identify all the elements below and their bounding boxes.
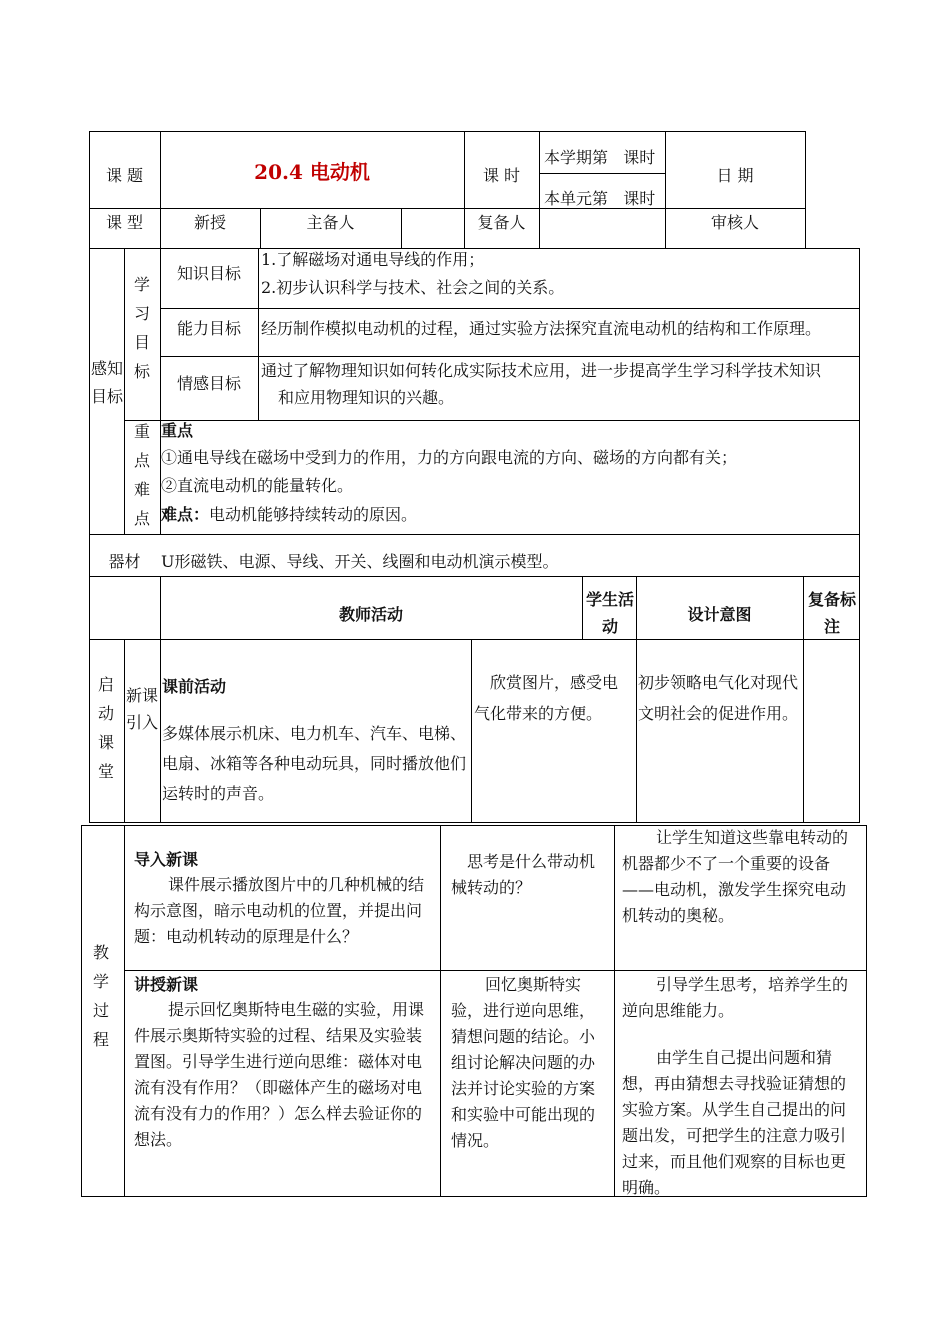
rule (89, 131, 806, 132)
process-row1-heading: 导入新课 (134, 850, 199, 869)
intro-sub-label: 新课引入 (126, 686, 159, 732)
rule (89, 131, 90, 823)
rule (124, 248, 125, 534)
rule (124, 825, 125, 1197)
rule (401, 208, 402, 248)
difficulty-heading: 难点： (161, 505, 210, 524)
rule (440, 825, 441, 1197)
main-preparer-label: 主备人 (306, 213, 355, 232)
process-row2-design-1: 引导学生思考，培养学生的逆向思维能力。 (622, 975, 849, 1020)
rule (124, 420, 860, 421)
process-row2-design-2: 由学生自己提出问题和猜想，再由猜想去寻找验证猜想的实验方案。从学生自己提出的问题出发，可把学生的注意力吸引过来，而且他们观察的目标也更明确。 (622, 1048, 847, 1197)
notes-header: 复备标注 (807, 590, 856, 636)
key-line-2: ②直流电动机的能量转化。 (161, 476, 354, 495)
intro-stage-label: 启动课堂 (97, 675, 114, 781)
rule (539, 131, 540, 248)
difficulty-line (161, 505, 417, 525)
co-preparer-label: 复备人 (477, 213, 526, 232)
rule (89, 822, 860, 823)
emotion-line-1: 通过了解物理知识如何转化成实际技术应用，进一步提高学生学习科学技术知识 (261, 361, 822, 380)
keshi-label: 课 时 (482, 166, 521, 185)
key-heading: 重点 (161, 421, 194, 440)
rule (805, 131, 806, 248)
knowledge-label: 知识目标 (176, 264, 241, 283)
rule (258, 248, 259, 420)
emotion-label: 情感目标 (176, 374, 241, 393)
keti-label: 课 题 (105, 166, 144, 185)
rule (89, 534, 860, 535)
emotion-line-2: 和应用物理知识的兴趣。 (278, 388, 455, 407)
lesson-title: 20.4 电动机 (254, 160, 370, 184)
process-row1-teacher: 课件展示播放图片中的几种机械的结构示意图，暗示电动机的位置，并提出问题：电动机转动的原理是什么？ (134, 875, 425, 946)
learning-goals-label: 学习目标 (133, 275, 150, 381)
process-row2-teacher: 提示回忆奥斯特电生磁的实验，用课件展示奥斯特实验的过程、结果及实验装置图。引导学生进行逆向思维：磁体对电流有没有作用？（即磁体产生的磁场对电流有没有力的作用？）怎么样去验证你的想法。 (134, 1000, 425, 1149)
intro-design-text: 初步领略电气化对现代文明社会的促进作用。 (638, 673, 799, 723)
teacher-activity-header: 教师活动 (338, 605, 403, 624)
rule (160, 639, 161, 823)
rule (614, 825, 615, 1197)
kexing-label: 课 型 (105, 213, 144, 232)
reviewer-label: 审核人 (710, 213, 759, 232)
rule (539, 173, 665, 174)
goals-group-label: 感知目标 (91, 359, 124, 406)
design-intent-header: 设计意图 (687, 605, 752, 624)
unit-period: 本单元第 课时 (544, 189, 656, 208)
rule (89, 208, 806, 209)
process-row2-heading: 讲授新课 (134, 975, 199, 994)
rule (471, 639, 472, 823)
rule (124, 970, 867, 971)
process-stage-label: 教学过程 (92, 943, 109, 1049)
rule (866, 825, 867, 1197)
rule (859, 248, 860, 823)
rule (160, 308, 860, 309)
knowledge-line-2: 2.初步认识科学与技术、社会之间的关系。 (261, 278, 565, 297)
rule (89, 639, 860, 640)
ability-text: 经历制作模拟电动机的过程，通过实验方法探究直流电动机的结构和工作原理。 (261, 319, 822, 338)
rule (160, 356, 860, 357)
process-row2-student: 回忆奥斯特实验，进行逆向思维，猜想问题的结论。小组讨论解决问题的办法并讨论实验的方案和实验中可能出现的情况。 (451, 975, 596, 1150)
intro-teacher-text: 多媒体展示机床、电力机车、汽车、电梯、电扇、冰箱等各种电动玩具，同时播放他们运转时的声音。 (162, 724, 467, 803)
rule (89, 576, 860, 577)
date-label: 日 期 (716, 166, 754, 185)
rule (81, 825, 82, 1197)
key-points-label: 重点难点 (133, 422, 150, 528)
ability-label: 能力目标 (176, 319, 241, 338)
knowledge-line-1: 1.了解磁场对通电导线的作用； (261, 250, 485, 269)
student-activity-header: 学生活动 (585, 590, 634, 636)
intro-heading: 课前活动 (162, 677, 227, 696)
equipment-text: U形磁铁、电源、导线、开关、线圈和电动机演示模型。 (161, 552, 559, 571)
rule (582, 576, 583, 639)
kexing-value: 新授 (193, 213, 226, 232)
difficulty-text: 电动机能够持续转动的原因。 (209, 505, 418, 524)
process-row1-student: 思考是什么带动机械转动的？ (451, 852, 596, 897)
rule (124, 639, 125, 823)
rule (89, 248, 860, 249)
rule (803, 576, 804, 823)
intro-student-text: 欣赏图片，感受电气化带来的方便。 (474, 673, 619, 723)
semester-period: 本学期第 课时 (544, 148, 656, 167)
process-row1-design: 让学生知道这些靠电转动的机器都少不了一个重要的设备——电动机，激发学生探究电动机转动的奥秘。 (622, 828, 849, 925)
equipment-label: 器材 (108, 552, 141, 571)
key-line-1: ①通电导线在磁场中受到力的作用，力的方向跟电流的方向、磁场的方向都有关； (161, 448, 738, 467)
